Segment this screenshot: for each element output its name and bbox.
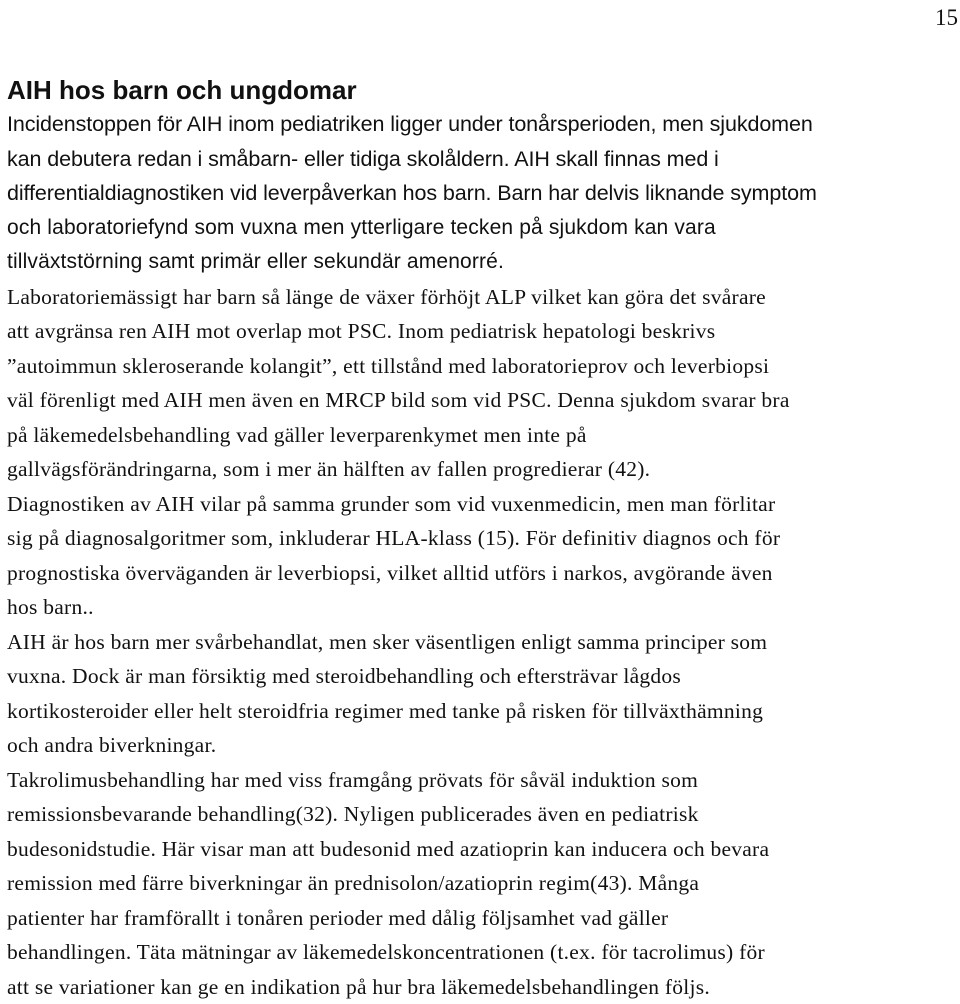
text-line: AIH är hos barn mer svårbehandlat, men sker väsentligen enligt samma principer som	[7, 625, 959, 660]
text-line: väl förenligt med AIH men även en MRCP bild som vid PSC. Denna sjukdom svarar bra	[7, 383, 959, 418]
text-line: behandlingen. Täta mätningar av läkemedelskoncentrationen (t.ex. för tacrolimus) för	[7, 935, 959, 970]
text-line: och andra biverkningar.	[7, 728, 959, 763]
text-line: Incidenstoppen för AIH inom pediatriken ligger under tonårsperioden, men sjukdomen	[7, 107, 959, 142]
section-heading: AIH hos barn och ungdomar	[7, 73, 357, 107]
text-line: och laboratoriefynd som vuxna men ytterligare tecken på sjukdom kan vara	[7, 211, 959, 246]
text-line: budesonidstudie. Här visar man att budesonid med azatioprin kan inducera och bevara	[7, 832, 959, 867]
text-line: att avgränsa ren AIH mot overlap mot PSC. Inom pediatrisk hepatologi beskrivs	[7, 314, 959, 349]
text-line: Diagnostiken av AIH vilar på samma grunder som vid vuxenmedicin, men man förlitar	[7, 487, 959, 522]
text-line: remission med färre biverkningar än prednisolon/azatioprin regim(43). Många	[7, 866, 959, 901]
text-line: ”autoimmun skleroserande kolangit”, ett tillstånd med laboratorieprov och leverbiopsi	[7, 349, 959, 384]
text-line: Takrolimusbehandling har med viss framgång prövats för såväl induktion som	[7, 763, 959, 798]
body-text	[7, 107, 959, 1004]
text-line: att se variationer kan ge en indikation på hur bra läkemedelsbehandlingen följs.	[7, 970, 959, 1004]
text-line: tillväxtstörning samt primär eller sekundär amenorré.	[7, 245, 959, 280]
text-line: på läkemedelsbehandling vad gäller leverparenkymet men inte på	[7, 418, 959, 453]
text-line: remissionsbevarande behandling(32). Nyligen publicerades även en pediatrisk	[7, 797, 959, 832]
page-number: 15	[935, 4, 958, 32]
text-line: differentialdiagnostiken vid leverpåverkan hos barn. Barn har delvis liknande symptom	[7, 176, 959, 211]
text-line: vuxna. Dock är man försiktig med steroidbehandling och eftersträvar lågdos	[7, 659, 959, 694]
text-line: kortikosteroider eller helt steroidfria regimer med tanke på risken för tillväxthämning	[7, 694, 959, 729]
text-line: patienter har framförallt i tonåren perioder med dålig följsamhet vad gäller	[7, 901, 959, 936]
text-line: Laboratoriemässigt har barn så länge de växer förhöjt ALP vilket kan göra det svårare	[7, 280, 959, 315]
text-line: hos barn..	[7, 590, 959, 625]
text-line: gallvägsförändringarna, som i mer än hälften av fallen progredierar (42).	[7, 452, 959, 487]
text-line: prognostiska överväganden är leverbiopsi, vilket alltid utförs i narkos, avgörande även	[7, 556, 959, 591]
text-line: kan debutera redan i småbarn- eller tidiga skolåldern. AIH skall finnas med i	[7, 142, 959, 177]
text-line: sig på diagnosalgoritmer som, inkluderar HLA-klass (15). För definitiv diagnos och för	[7, 521, 959, 556]
